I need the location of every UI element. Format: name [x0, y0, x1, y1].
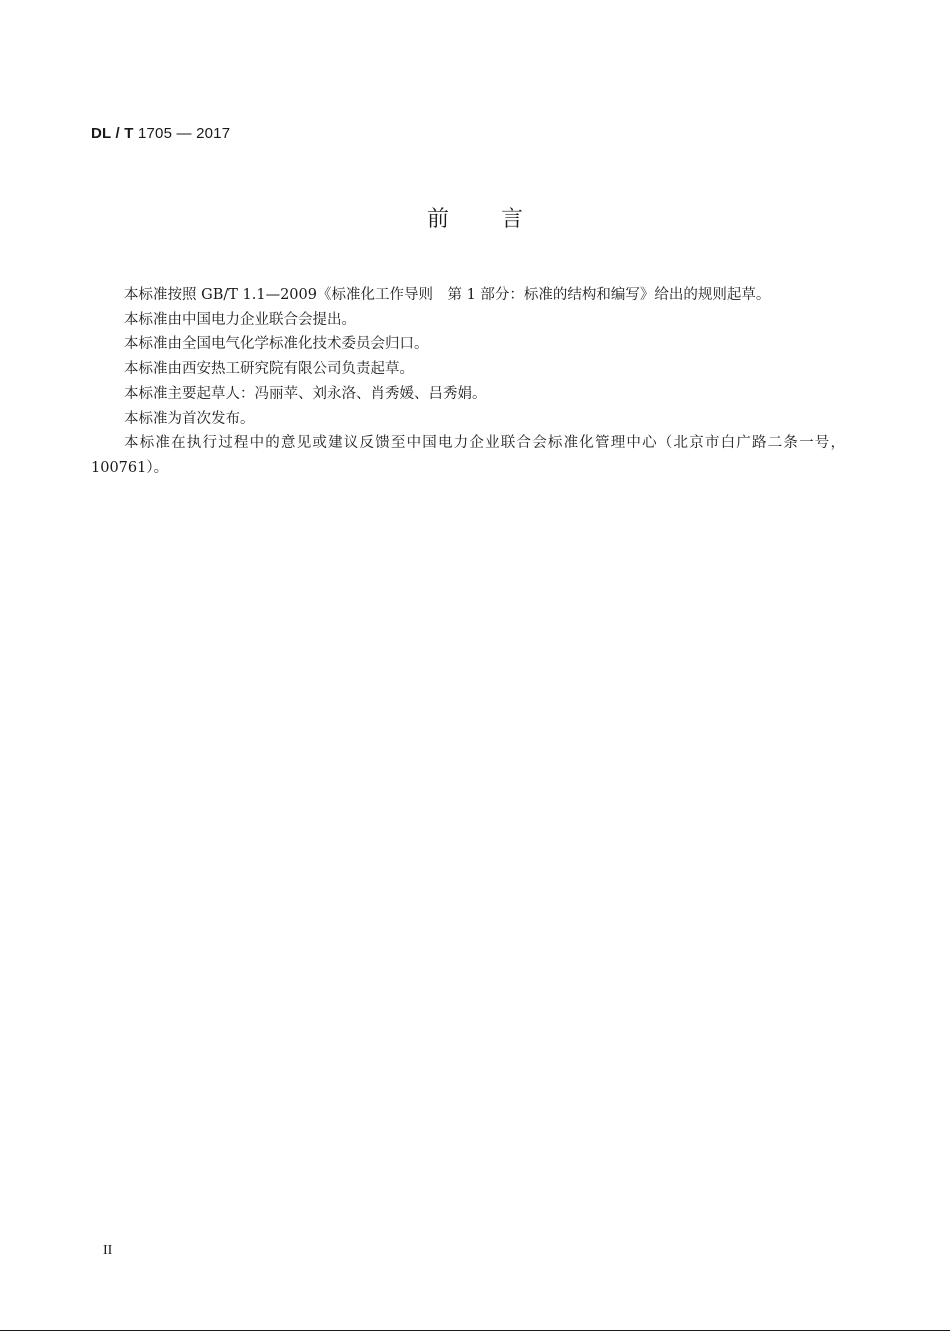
paragraph-drafters: 本标准主要起草人：冯丽苹、刘永洛、肖秀媛、吕秀娟。	[124, 385, 487, 402]
paragraph-feedback: 本标准在执行过程中的意见或建议反馈至中国电力企业联合会标准化管理中心（北京市白广路二条一号，100761）。	[91, 435, 845, 476]
bottom-divider	[0, 1330, 950, 1331]
standard-code	[91, 124, 230, 144]
standard-code-number: 1705 — 2017	[133, 125, 231, 142]
paragraph-drafting-rules: 本标准按照 GB/T 1.1—2009《标准化工作导则 第 1 部分：标准的结构和编写》给出的规则起草。	[124, 287, 771, 303]
page-number: II	[103, 1243, 113, 1258]
paragraph-committee: 本标准由全国电气化学标准化技术委员会归口。	[124, 336, 429, 353]
foreword-body	[91, 283, 845, 481]
page-title: 前言	[426, 207, 575, 232]
paragraph-proposer: 本标准由中国电力企业联合会提出。	[124, 311, 356, 328]
standard-code-prefix: DL / T	[91, 125, 134, 142]
paragraph-first-issue: 本标准为首次发布。	[124, 410, 255, 427]
paragraph-drafting-unit: 本标准由西安热工研究院有限公司负责起草。	[124, 361, 414, 378]
